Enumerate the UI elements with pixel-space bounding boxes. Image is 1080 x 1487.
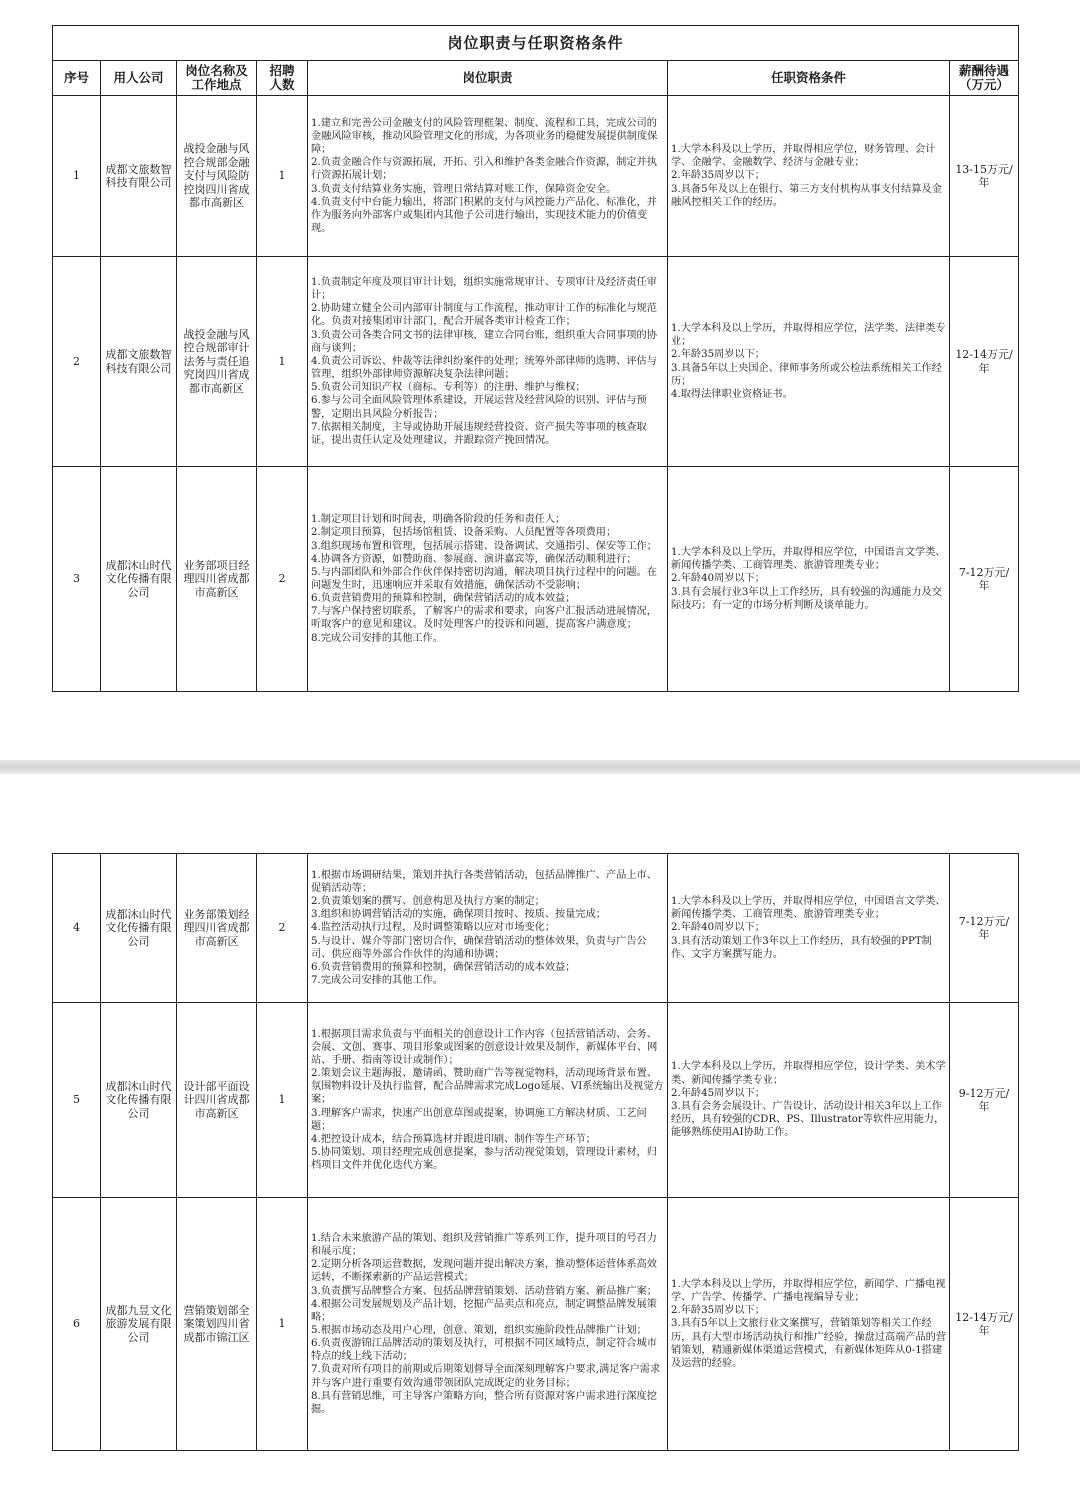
row-salary: 13-15万元/年 <box>950 96 1019 257</box>
row-seq: 5 <box>53 1003 101 1198</box>
row-position: 业务部项目经理四川省成都市高新区 <box>177 467 257 692</box>
duty-item: 3.负责支付结算业务实施，管理日常结算对账工作，保障资金安全。 <box>311 183 617 195</box>
table-row <box>53 1003 1019 1198</box>
row-salary: 7-12万元/年 <box>950 854 1019 1003</box>
row-duties <box>308 96 668 257</box>
requirement-item: 2.年龄45周岁以下； <box>671 1087 765 1099</box>
requirement-item: 3.具备5年及以上在银行、第三方支付机构从事支付结算及金融风控相关工作的经历。 <box>671 183 942 208</box>
row-position: 战投金融与风控合规部金融支付与风险防控岗四川省成都市高新区 <box>177 96 257 257</box>
duty-item: 7.负责对所有项目的前期或后期策划督导全面深刻理解客户要求,满足客户需求并与客户进行重要有效沟通带领团队完成既定的业务目标； <box>311 1364 661 1389</box>
duty-item: 5.协同策划、项目经理完成创意提案，参与活动视觉策划，管理设计素材，归档项目文件并优化迭代方案。 <box>311 1147 657 1172</box>
duty-item: 3.组织现场布置和管理，包括展示搭建、设备调试、交通指引、保安等工作； <box>311 540 657 552</box>
requirement-item: 2.年龄35周岁以下； <box>671 170 765 182</box>
duty-item: 3.负责公司各类合同文书的法律审核，建立合同台账，组织重大合同事项的协商与谈判； <box>311 329 657 354</box>
row-requirements <box>668 1003 950 1198</box>
header-company: 用人公司 <box>101 61 177 96</box>
row-duties <box>308 854 668 1003</box>
header-position: 岗位名称及 工作地点 <box>177 61 257 96</box>
row-company: 成都沐山时代文化传播有限公司 <box>101 854 177 1003</box>
row-company: 成都文旅数智科技有限公司 <box>101 257 177 467</box>
page-sheet-1 <box>52 25 1018 692</box>
row-company: 成都文旅数智科技有限公司 <box>101 96 177 257</box>
header-count: 招聘 人数 <box>257 61 308 96</box>
row-requirements <box>668 1198 950 1451</box>
duty-item: 5.与设计、媒介等部门密切合作，确保营销活动的整体效果，负责与广告公司、供应商等外部合作伙伴的沟通和协调； <box>311 935 647 960</box>
requirement-item: 4.取得法律职业资格证书。 <box>671 388 793 400</box>
row-requirements <box>668 467 950 692</box>
row-seq: 6 <box>53 1198 101 1451</box>
row-salary: 12-14万元/年 <box>950 257 1019 467</box>
row-seq: 4 <box>53 854 101 1003</box>
row-count: 1 <box>257 1198 308 1451</box>
requirement-item: 3.具有活动策划工作3年以上工作经历，具有较强的PPT制作、文字方案撰写能力。 <box>671 935 932 960</box>
requirement-item: 2.年龄40周岁以下； <box>671 573 765 585</box>
duty-item: 6.参与公司全面风险管理体系建设，开展运营及经营风险的识别、评估与预警，定期出具风险分析报告； <box>311 395 647 420</box>
requirement-item: 2.年龄40周岁以下； <box>671 922 765 934</box>
header-salary: 薪酬待遇 （万元） <box>950 61 1019 96</box>
duty-item: 8.具有营销思维，可主导客户策略方向，整合所有资源对客户需求进行深度挖掘。 <box>311 1390 657 1415</box>
row-requirements <box>668 854 950 1003</box>
requirement-item: 1.大学本科及以上学历，并取得相应学位，设计学类、美术学类、新闻传播学类专业； <box>671 1061 946 1086</box>
table-row <box>53 1198 1019 1451</box>
duty-item: 3.理解客户需求，快速产出创意草图或提案，协调施工方解决材质、工艺问题； <box>311 1107 647 1132</box>
duty-item: 6.负责营销费用的预算和控制，确保营销活动的成本效益； <box>311 961 576 973</box>
duty-item: 3.组织和协调营销活动的实施，确保项目按时、按质、按量完成； <box>311 909 606 921</box>
table-row <box>53 854 1019 1003</box>
duty-item: 7.依据相关制度，主导或协助开展违规经营投资、资产损失等事项的核查取证，提出责任认定及处理建议，并跟踪资产挽回情况。 <box>311 421 647 446</box>
row-salary: 7-12万元/年 <box>950 467 1019 692</box>
duty-item: 5.与内部团队和外部合作伙伴保持密切沟通，解决项目执行过程中的问题。在问题发生时，迅速响应并采取有效措施，确保活动不受影响； <box>311 566 657 591</box>
row-count: 1 <box>257 257 308 467</box>
header-requirements: 任职资格条件 <box>668 61 950 96</box>
row-count: 2 <box>257 467 308 692</box>
row-count: 2 <box>257 854 308 1003</box>
requirement-item: 1.大学本科及以上学历，并取得相应学位，财务管理、会计学、金融学、金融数学、经济与金融专业； <box>671 143 936 169</box>
row-requirements <box>668 257 950 467</box>
requirement-item: 1.大学本科及以上学历，并取得相应学位，新闻学、广播电视学、广告学、传播学、广播电视编导专业； <box>671 1278 946 1303</box>
requirement-item: 2.年龄35周岁以下； <box>671 349 765 361</box>
duty-item: 6.负责夜游锦江品牌活动的策划及执行，可根据不同区域特点，制定符合城市特点的线上线下活动； <box>311 1338 657 1363</box>
duty-item: 2.协助建立健全公司内部审计制度与工作流程，推动审计工作的标准化与规范化。负责对接集团审计部门，配合开展各类审计检查工作； <box>311 303 657 328</box>
recruitment-table-part-2 <box>52 853 1019 1451</box>
row-position: 设计部平面设计四川省成都市高新区 <box>177 1003 257 1198</box>
row-company: 成都九昱文化旅游发展有限公司 <box>101 1198 177 1451</box>
duty-item: 1.建立和完善公司金融支付的风险管理框架、制度、流程和工具，完成公司的金融风险审核，推动风险管理文化的形成，为各项业务的稳健发展提供制度保障； <box>311 117 658 156</box>
requirement-item: 3.具有5年以上文旅行业文案撰写，营销策划等相关工作经历，具有大型市场活动执行和推广经验，操盘过高端产品的营销策划，精通新媒体渠道运营模式，有新媒体矩阵从0-1搭建及运营的经验。 <box>671 1318 947 1369</box>
row-company: 成都沐山时代文化传播有限公司 <box>101 467 177 692</box>
row-seq: 2 <box>53 257 101 467</box>
duty-item: 1.负责制定年度及项目审计计划，组织实施常规审计、专项审计及经济责任审计； <box>311 276 657 302</box>
duty-item: 1.根据项目需求负责与平面相关的创意设计工作内容（包括营销活动、会务、会展、文创、赛事、项目形象或图案的创意设计效果及制作，新媒体平台、网站、手册、指南等设计或制作）； <box>311 1028 658 1066</box>
requirement-item: 3.具备5年以上央国企、律师事务所或公检法系统相关工作经历； <box>671 362 942 387</box>
row-seq: 3 <box>53 467 101 692</box>
requirement-item: 1.大学本科及以上学历，并取得相应学位，中国语言文学类、新闻传播学类、工商管理类、旅游管理类专业； <box>671 546 946 572</box>
duty-item: 2.负责金融合作与资源拓展，开拓、引入和维护各类金融合作资源，制定并执行资源拓展计划； <box>311 157 657 182</box>
duty-item: 4.根据公司发展规划及产品计划，挖掘产品卖点和亮点，制定调整品牌发展策略； <box>311 1298 657 1323</box>
duty-item: 4.负责支付中台能力输出，将部门积累的支付与风控能力产品化、标准化，并作为服务向外部客户或集团内其他子公司进行输出，实现技术能力的价值变现。 <box>311 196 657 235</box>
row-company: 成都沐山时代文化传播有限公司 <box>101 1003 177 1198</box>
duty-item: 2.负责策划案的撰写、创意构思及执行方案的制定； <box>311 896 545 908</box>
row-salary: 9-12万元/年 <box>950 1003 1019 1198</box>
row-position: 营销策划部全案策划四川省成都市锦江区 <box>177 1198 257 1451</box>
duty-item: 2.定期分析各项运营数据，发现问题并提出解决方案，推动整体运营体系高效运转，不断探索新的产品运营模式； <box>311 1259 657 1284</box>
row-position: 战投金融与风控合规部审计法务与责任追究岗四川省成都市高新区 <box>177 257 257 467</box>
duty-item: 6.负责营销费用的预算和控制，确保营销活动的成本效益； <box>311 593 576 605</box>
page-separator <box>0 760 1080 774</box>
duty-item: 1.制定项目计划和时间表，明确各阶段的任务和责任人； <box>311 514 566 526</box>
requirement-item: 3.具有会务会展设计、广告设计、活动设计相关3年以上工作经历，具有较强的CDR、PS、Illustrator等软件应用能力，能够熟练使用AI协助工作。 <box>671 1101 945 1139</box>
duty-item: 7.与客户保持密切联系，了解客户的需求和要求，向客户汇报活动进展情况，听取客户的意见和建议。及时处理客户的投诉和问题，提高客户满意度； <box>311 606 657 631</box>
table-row <box>53 257 1019 467</box>
duty-item: 4.把控设计成本，结合预算选材并跟进印刷、制作等生产环节； <box>311 1133 596 1145</box>
duty-item: 4.负责公司诉讼、仲裁等法律纠纷案件的处理；统筹外部律师的选聘、评估与管理，组织外部律师资源解决复杂法律问题； <box>311 355 657 381</box>
row-position: 业务部策划经理四川省成都市高新区 <box>177 854 257 1003</box>
row-duties <box>308 467 668 692</box>
page-sheet-2 <box>52 853 1018 1451</box>
row-duties <box>308 1003 668 1198</box>
row-duties <box>308 257 668 467</box>
recruitment-table-part-1 <box>52 25 1019 692</box>
duty-item: 8.完成公司安排的其他工作。 <box>311 632 443 644</box>
duty-item: 2.策划会议主题海报、邀请函、赞助商广告等视觉物料，活动现场背景布置、氛围物料设计及执行监督，配合品牌需求完成Logo延展、VI系统输出及视觉方案； <box>311 1068 664 1106</box>
duty-item: 5.负责公司知识产权（商标、专利等）的注册、维护与维权； <box>311 382 586 394</box>
table-title: 岗位职责与任职资格条件 <box>53 26 1019 61</box>
row-count: 1 <box>257 1003 308 1198</box>
duty-item: 1.根据市场调研结果，策划并执行各类营销活动，包括品牌推广、产品上市、促销活动等； <box>311 869 657 894</box>
duty-item: 4.监控活动执行过程，及时调整策略以应对市场变化； <box>311 922 556 934</box>
row-seq: 1 <box>53 96 101 257</box>
row-duties <box>308 1198 668 1451</box>
requirement-item: 3.具有会展行业3年以上工作经历，具有较强的沟通能力及交际技巧；有一定的市场分析判断及谈单能力。 <box>671 586 942 611</box>
table-row <box>53 96 1019 257</box>
row-count: 1 <box>257 96 308 257</box>
requirement-item: 1.大学本科及以上学历，并取得相应学位，中国语言文学类、新闻传播学类、工商管理类、旅游管理类专业； <box>671 895 946 921</box>
duty-item: 7.完成公司安排的其他工作。 <box>311 975 443 987</box>
header-seq: 序号 <box>53 61 101 96</box>
table-row <box>53 467 1019 692</box>
duty-item: 1.结合未来旅游产品的策划、组织及营销推广等系列工作，提升项目的号召力和展示度； <box>311 1232 657 1258</box>
requirement-item: 2.年龄35周岁以下； <box>671 1305 765 1317</box>
header-duties: 岗位职责 <box>308 61 668 96</box>
row-salary: 12-14万元/年 <box>950 1198 1019 1451</box>
duty-item: 3.负责撰写品牌整合方案、包括品牌营销策划、活动营销方案、新品推广案； <box>311 1285 657 1297</box>
row-requirements <box>668 96 950 257</box>
duty-item: 2.制定项目预算，包括场馆租赁、设备采购、人员配置等各项费用； <box>311 527 617 539</box>
header-row <box>53 61 1019 96</box>
duty-item: 5.根据市场动态及用户心理，创意、策划，组织实施阶段性品牌推广计划； <box>311 1325 647 1336</box>
duty-item: 4.协调各方资源，如赞助商、参展商、演讲嘉宾等，确保活动顺利进行； <box>311 553 637 565</box>
requirement-item: 1.大学本科及以上学历，并取得相应学位，法学类、法律类专业； <box>671 322 946 348</box>
